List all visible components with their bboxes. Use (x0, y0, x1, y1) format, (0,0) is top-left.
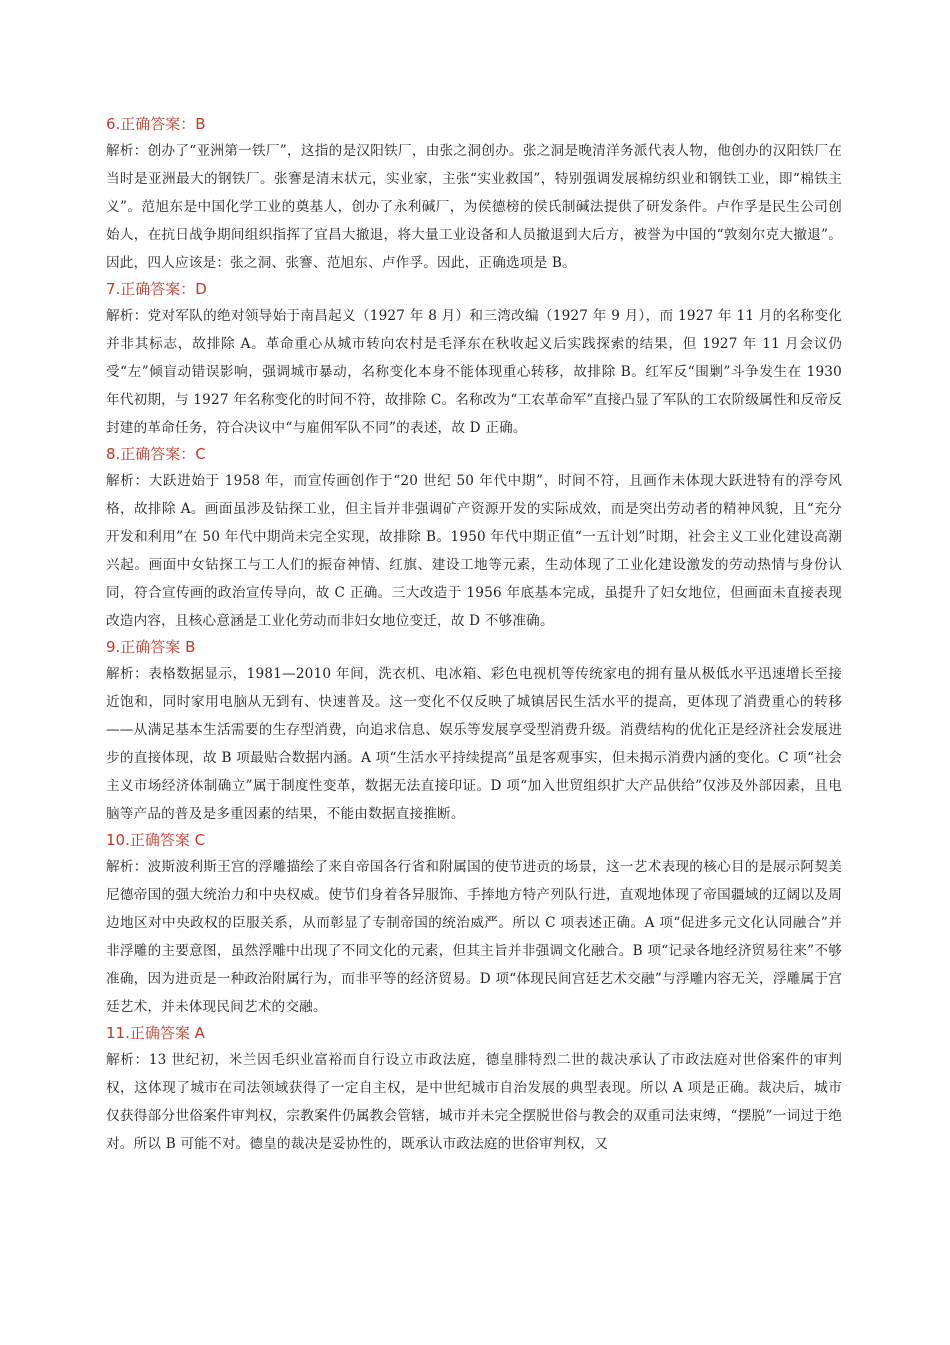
analysis-text-6: 解析：创办了“亚洲第一铁厂”，这指的是汉阳铁厂，由张之洞创办。张之洞是晚清洋务派代表人物，他创办的汉阳铁厂在当时是亚洲最大的钢铁厂。张謇是清末状元，实业家，主张“实业救国”，特别强调发展棉纺织业和钢铁工业，即“棉铁主义”。范旭东是中国化学工业的奠基人，创办了永利碱厂，为侯德榜的侯氏制碱法提供了研发条件。卢作孚是民生公司创始人，在抗日战争期间组织指挥了宜昌大撤退，将大量工业设备和人员撤退到大后方，被誉为中国的“敦刻尔克大撤退”。因此，四人应该是：张之洞、张謇、范旭东、卢作孚。因此，正确选项是 B。 (106, 143, 842, 271)
answer-heading-8: 8.正确答案：C (106, 445, 206, 463)
answer-document (106, 112, 842, 1158)
answer-heading-10: 10.正确答案 C (106, 831, 206, 849)
answer-heading-6: 6.正确答案：B (106, 115, 206, 133)
analysis-text-11: 解析：13 世纪初，米兰因毛织业富裕而自行设立市政法庭，德皇腓特烈二世的裁决承认了市政法庭对世俗案件的审判权，这体现了城市在司法领域获得了一定自主权，是中世纪城市自治发展的典型表现。所以 A 项是正确。裁决后，城市仅获得部分世俗案件审判权，宗教案件仍属教会管辖，城市并未完全摆脱世俗与教会的双重司法束缚，“摆脱”一词过于绝对。所以 B 可能不对。德皇的裁决是妥协性的，既承认市政法庭的世俗审判权，又 (106, 1052, 842, 1152)
question-7-block (106, 277, 842, 442)
question-9-block (106, 635, 842, 828)
analysis-text-7: 解析：党对军队的绝对领导始于南昌起义（1927 年 8 月）和三湾改编（1927 年 9 月），而 1927 年 11 月的名称变化并非其标志，故排除 A。革命重心从城市转向农村是毛泽东在秋收起义后实践探索的结果，但 1927 年 11 月会议仍受“左”倾盲动错误影响，强调城市暴动，名称变化本身不能体现重心转移，故排除 B。红军反“围剿”斗争发生在 1930 年代初期，与 1927 年名称变化的时间不符，故排除 C。名称改为“工农革命军”直接凸显了军队的工农阶级属性和反帝反封建的革命任务，符合决议中“与雇佣军队不同”的表述，故 D 正确。 (106, 308, 842, 436)
answer-heading-11: 11.正确答案 A (106, 1024, 205, 1042)
analysis-text-8: 解析：大跃进始于 1958 年，而宣传画创作于“20 世纪 50 年代中期”，时间不符，且画作未体现大跃进特有的浮夸风格，故排除 A。画面虽涉及钻探工业，但主旨并非强调矿产资源开发的实际成效，而是突出劳动者的精神风貌，且“充分开发和利用”在 50 年代中期尚未完全实现，故排除 B。1950 年代中期正值“一五计划”时期，社会主义工业化建设高潮兴起。画面中女钻探工与工人们的振奋神情、红旗、建设工地等元素，生动体现了工业化建设激发的劳动热情与身份认同，符合宣传画的政治宣传导向，故 C 正确。三大改造于 1956 年底基本完成，虽提升了妇女地位，但画面未直接表现改造内容，且核心意涵是工业化劳动而非妇女地位变迁，故 D 不够准确。 (106, 473, 842, 629)
question-11-block (106, 1021, 842, 1158)
answer-heading-9: 9.正确答案 B (106, 638, 196, 656)
question-10-block (106, 828, 842, 1021)
question-6-block (106, 112, 842, 277)
analysis-text-10: 解析：波斯波利斯王宫的浮雕描绘了来自帝国各行省和附属国的使节进贡的场景，这一艺术表现的核心目的是展示阿契美尼德帝国的强大统治力和中央权威。使节们身着各异服饰、手捧地方特产列队行进，直观地体现了帝国疆域的辽阔以及周边地区对中央政权的臣服关系，从而彰显了专制帝国的统治威严。所以 C 项表述正确。A 项“促进多元文化认同融合”并非浮雕的主要意图，虽然浮雕中出现了不同文化的元素，但其主旨并非强调文化融合。B 项“记录各地经济贸易往来”不够准确，因为进贡是一种政治附属行为，而非平等的经济贸易。D 项“体现民间宫廷艺术交融”与浮雕内容无关，浮雕属于宫廷艺术，并未体现民间艺术的交融。 (106, 859, 842, 1015)
analysis-text-9: 解析：表格数据显示，1981—2010 年间，洗衣机、电冰箱、彩色电视机等传统家电的拥有量从极低水平迅速增长至接近饱和，同时家用电脑从无到有、快速普及。这一变化不仅反映了城镇居民生活水平的提高，更体现了消费重心的转移——从满足基本生活需要的生存型消费，向追求信息、娱乐等发展享受型消费升级。消费结构的优化正是经济社会发展进步的直接体现，故 B 项最贴合数据内涵。A 项“生活水平持续提高”虽是客观事实，但未揭示消费内涵的变化。C 项“社会主义市场经济体制确立”属于制度性变革，数据无法直接印证。D 项“加入世贸组织扩大产品供给”仅涉及外部因素，且电脑等产品的普及是多重因素的结果，不能由数据直接推断。 (106, 666, 842, 822)
question-8-block (106, 442, 842, 635)
answer-heading-7: 7.正确答案：D (106, 280, 207, 298)
